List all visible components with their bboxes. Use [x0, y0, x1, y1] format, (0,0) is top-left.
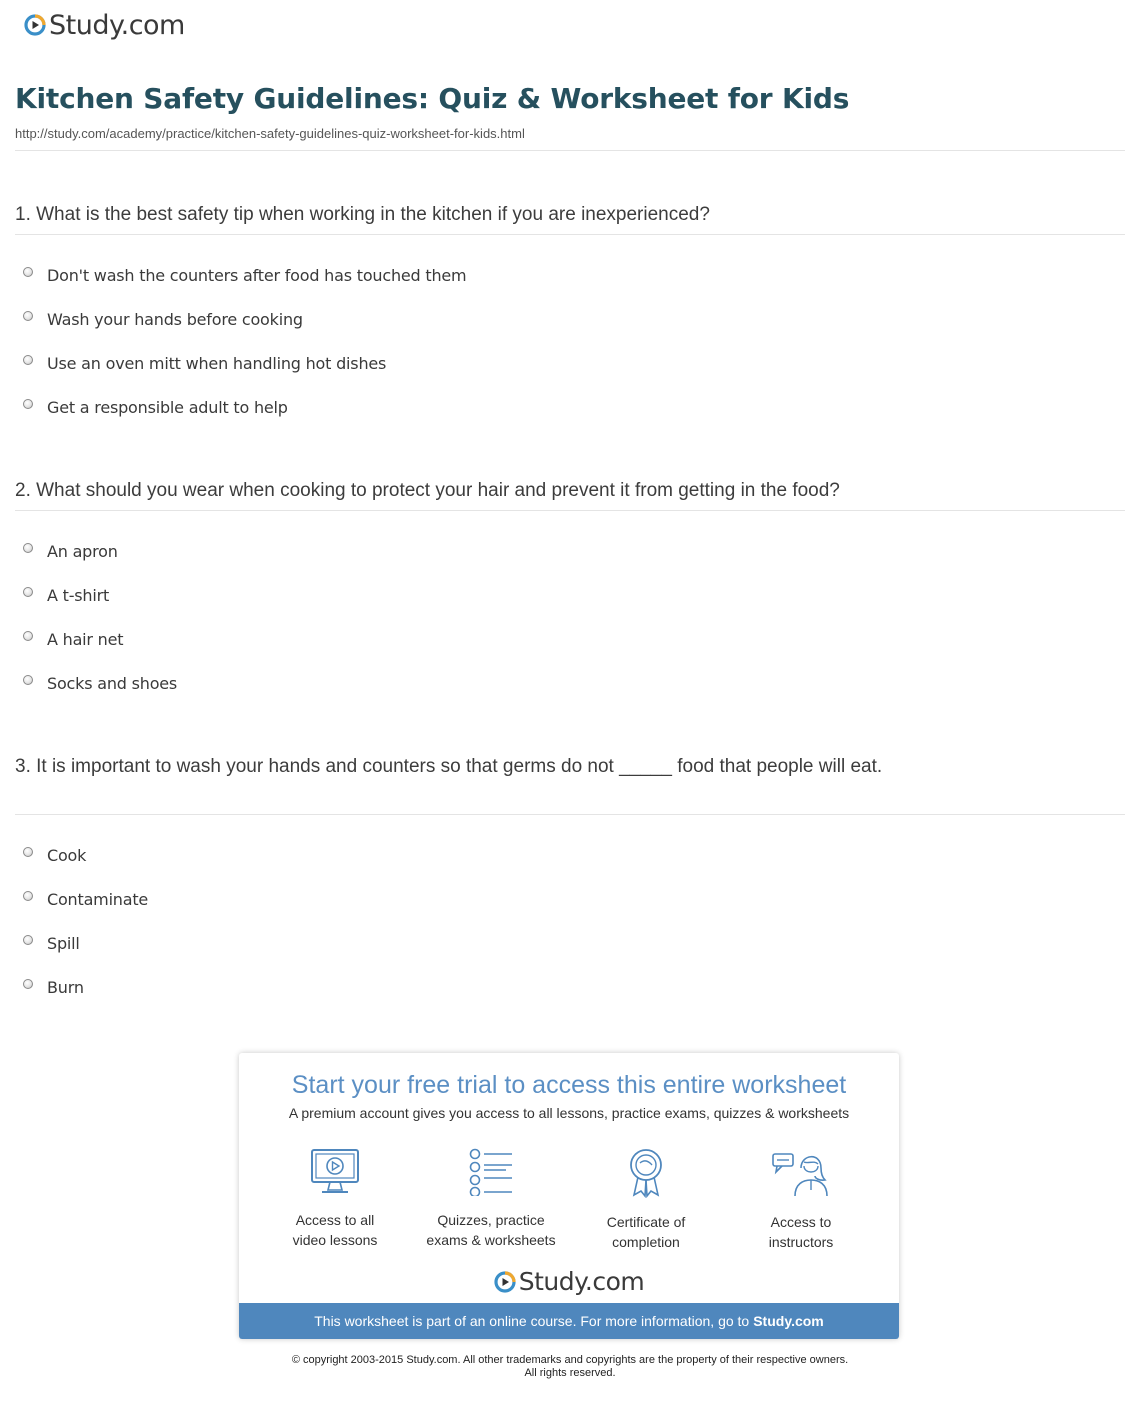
logo-wordmark: Study.com: [49, 9, 185, 41]
feature-label-line1: Access to: [770, 1214, 832, 1230]
study-com-play-logo-icon: [494, 1271, 516, 1293]
study-com-logo[interactable]: [24, 8, 185, 42]
feature-label-line1: Quizzes, practice: [437, 1212, 545, 1228]
radio-button[interactable]: [23, 399, 33, 409]
answer-option[interactable]: [23, 672, 177, 694]
answer-option[interactable]: [23, 352, 386, 374]
feature-instructors: [726, 1148, 876, 1252]
feature-label-line2: video lessons: [292, 1232, 378, 1248]
free-trial-promo: [239, 1053, 899, 1339]
answer-option[interactable]: [23, 308, 303, 330]
question-divider: [15, 234, 1125, 235]
question-2: 2. What should you wear when cooking to protect your hair and prevent it from getting in the food?: [15, 480, 840, 501]
course-info-bar: [239, 1303, 899, 1339]
copyright-footer: [0, 1354, 1140, 1380]
option-label: Cook: [47, 845, 87, 865]
option-label: Contaminate: [47, 889, 149, 909]
option-label: Use an oven mitt when handling hot dishes: [47, 353, 387, 373]
radio-button[interactable]: [23, 675, 33, 685]
radio-button[interactable]: [23, 891, 33, 901]
feature-certificate: [571, 1148, 721, 1252]
copyright-line: © copyright 2003-2015 Study.com. All other trademarks and copyrights are the property of their respective owners.: [291, 1354, 849, 1366]
feature-label-line1: Access to all: [295, 1212, 375, 1228]
option-label: A hair net: [47, 629, 124, 649]
feature-video-lessons: [260, 1148, 410, 1250]
study-com-link[interactable]: Study.com: [753, 1313, 824, 1329]
radio-button[interactable]: [23, 979, 33, 989]
rights-line: All rights reserved.: [524, 1367, 616, 1379]
option-label: Burn: [47, 977, 84, 997]
feature-label-line2: instructors: [768, 1234, 834, 1250]
option-label: Spill: [47, 933, 80, 953]
radio-button[interactable]: [23, 311, 33, 321]
answer-option[interactable]: [23, 264, 466, 286]
question-divider: [15, 510, 1125, 511]
answer-option[interactable]: [23, 888, 148, 910]
answer-option[interactable]: [23, 540, 118, 562]
radio-button[interactable]: [23, 543, 33, 553]
radio-button[interactable]: [23, 355, 33, 365]
study-com-play-logo-icon: [24, 14, 46, 36]
option-label: Socks and shoes: [47, 673, 178, 693]
radio-button[interactable]: [23, 935, 33, 945]
feature-quizzes: [416, 1148, 566, 1250]
option-label: Wash your hands before cooking: [47, 309, 303, 329]
promo-logo[interactable]: [239, 1267, 899, 1296]
course-info-text: This worksheet is part of an online course. For more information, go to: [314, 1313, 750, 1329]
logo-wordmark: Study.com: [518, 1267, 645, 1296]
question-1: 1. What is the best safety tip when working in the kitchen if you are inexperienced?: [15, 204, 710, 225]
promo-subtitle: A premium account gives you access to all lessons, practice exams, quizzes & worksheets: [288, 1105, 850, 1121]
answer-option[interactable]: [23, 628, 123, 650]
feature-label-line2: exams & worksheets: [426, 1232, 556, 1248]
instructor-chat-icon: [771, 1148, 831, 1198]
radio-button[interactable]: [23, 847, 33, 857]
video-monitor-icon: [310, 1148, 360, 1196]
option-label: An apron: [47, 541, 118, 561]
option-label: A t-shirt: [47, 585, 110, 605]
answer-option[interactable]: [23, 976, 84, 998]
question-3: 3. It is important to wash your hands and counters so that germs do not _____ food that people will eat.: [15, 756, 883, 777]
certificate-ribbon-icon: [621, 1148, 671, 1198]
answer-option[interactable]: [23, 932, 80, 954]
option-label: Don't wash the counters after food has touched them: [47, 265, 467, 285]
feature-label-line2: completion: [612, 1234, 680, 1250]
radio-button[interactable]: [23, 631, 33, 641]
feature-label-line1: Certificate of: [606, 1214, 686, 1230]
radio-button[interactable]: [23, 587, 33, 597]
answer-option[interactable]: [23, 584, 109, 606]
answer-option[interactable]: [23, 396, 288, 418]
page-title: Kitchen Safety Guidelines: Quiz & Worksheet for Kids: [15, 82, 850, 115]
page-url[interactable]: http://study.com/academy/practice/kitchen-safety-guidelines-quiz-worksheet-for-kids.html: [15, 126, 525, 141]
answer-option[interactable]: [23, 844, 86, 866]
question-divider: [15, 814, 1125, 815]
option-label: Get a responsible adult to help: [47, 397, 288, 417]
radio-button[interactable]: [23, 267, 33, 277]
header-divider: [15, 150, 1125, 151]
checklist-icon: [466, 1148, 516, 1196]
promo-title[interactable]: Start your free trial to access this entire worksheet: [291, 1071, 847, 1099]
